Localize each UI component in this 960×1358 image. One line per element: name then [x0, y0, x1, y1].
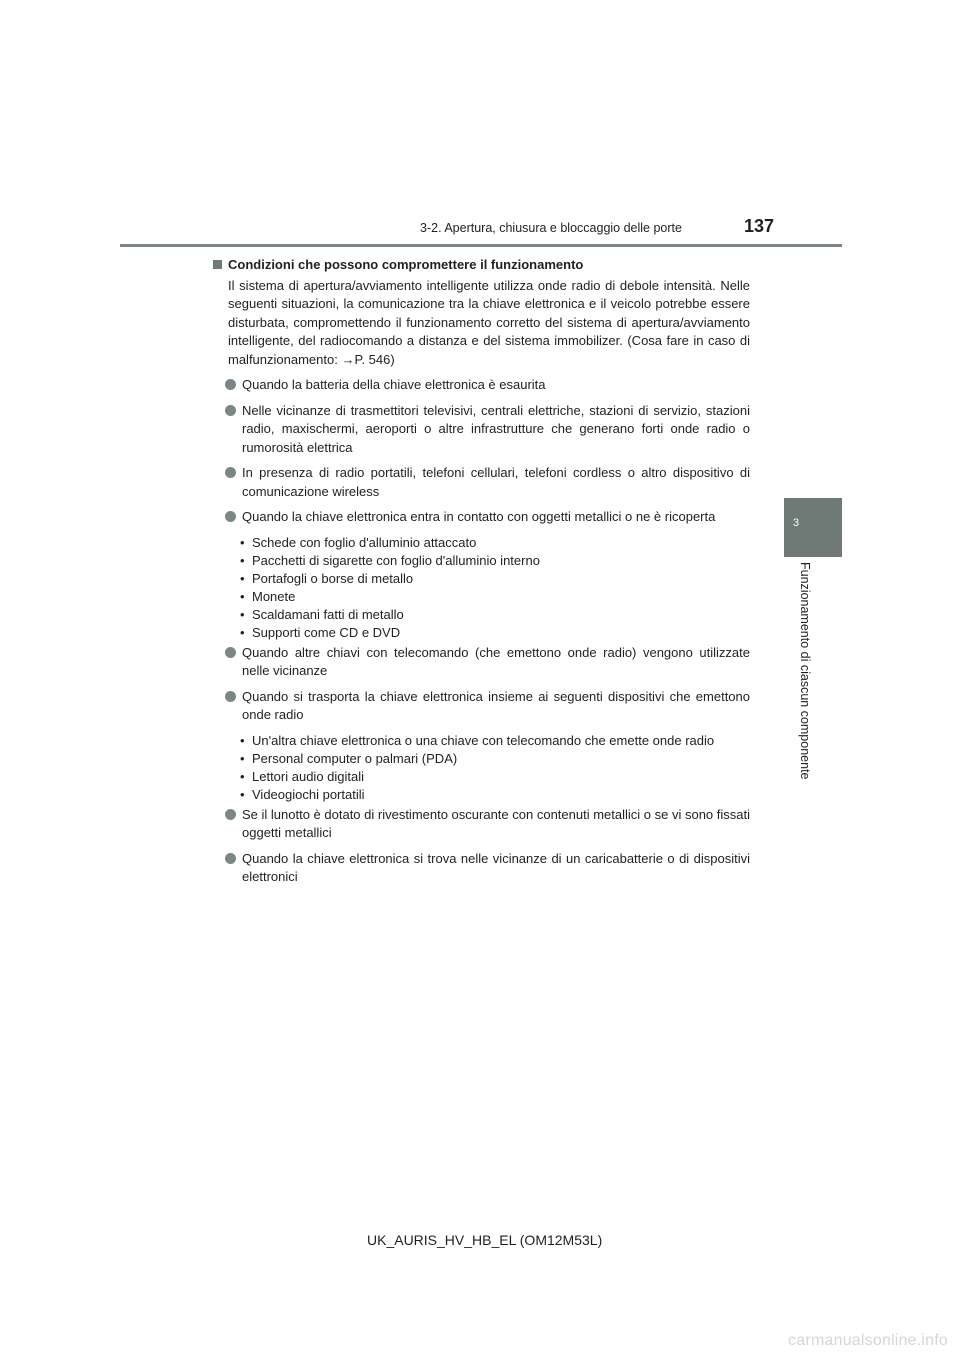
- list-item: [210, 376, 750, 395]
- sublist-item: • Supporti come CD e DVD: [240, 624, 401, 640]
- sublist-item: • Scaldamani fatti di metallo: [240, 606, 404, 622]
- square-bullet-icon: [213, 260, 222, 269]
- sublist-item: • Lettori audio digitali: [240, 768, 365, 784]
- watermark: carmanualsonline.info: [788, 1332, 948, 1349]
- list-item-text: Se il lunotto è dotato di rivestimento oscurante con contenuti metallici o se vi sono fissati oggetti metallici: [242, 806, 750, 840]
- list-item-text: Quando la batteria della chiave elettronica è esaurita: [242, 377, 546, 392]
- circle-bullet-icon: [225, 511, 236, 522]
- list-item-text: In presenza di radio portatili, telefoni cellulari, telefoni cordless o altro dispositivo di comunicazione wireless: [242, 465, 750, 499]
- list-item-text: Quando la chiave elettronica entra in contatto con oggetti metallici o ne è ricoperta: [242, 509, 716, 524]
- list-item: [210, 508, 750, 527]
- list-item: [210, 464, 750, 501]
- chapter-title: Funzionamento di ciascun componente: [798, 562, 812, 780]
- sublist-item: • Videogiochi portatili: [240, 786, 365, 802]
- header-divider: [120, 244, 842, 247]
- list-item-text: Quando la chiave elettronica si trova nelle vicinanze di un caricabatterie o di dispositivi elettronici: [242, 850, 750, 884]
- page-number: 137: [744, 216, 775, 236]
- circle-bullet-icon: [225, 379, 236, 390]
- circle-bullet-icon: [225, 853, 236, 864]
- radio-devices-list: [240, 732, 750, 804]
- sublist-item: • Personal computer o palmari (PDA): [240, 750, 458, 766]
- chapter-number: 3: [793, 517, 800, 529]
- metal-objects-list: [240, 534, 750, 642]
- header-section-title: 3-2. Apertura, chiusura e bloccaggio delle porte: [420, 221, 682, 235]
- list-item: [210, 402, 750, 458]
- intro-paragraph: Il sistema di apertura/avviamento intelligente utilizza onde radio di debole intensità. Nelle seguenti situazioni, la comunicazione tra la chiave elettronica e il veicolo potrebbe essere disturbata, compromettendo il funzionamento corretto del sistema di apertura/avviamento intelligente, del radiocomando a distanza e del sistema immobilizer. (Cosa fare in caso di malfunzionamento: →P. 546): [228, 277, 750, 367]
- page-content: [210, 256, 750, 887]
- list-item: [210, 806, 750, 843]
- list-item-text: Quando si trasporta la chiave elettronica insieme ai seguenti dispositivi che emettono onde radio: [242, 688, 750, 722]
- circle-bullet-icon: [225, 467, 236, 478]
- sublist-item: • Pacchetti di sigarette con foglio d'alluminio interno: [240, 552, 540, 568]
- sublist-item: • Schede con foglio d'alluminio attaccato: [240, 534, 477, 550]
- section-title: Condizioni che possono compromettere il funzionamento: [228, 257, 584, 272]
- sublist-item: • Portafogli o borse di metallo: [240, 570, 414, 586]
- list-item-text: Quando altre chiavi con telecomando (che emettono onde radio) vengono utilizzate nelle vicinanze: [242, 644, 750, 678]
- section-heading: [210, 256, 750, 275]
- circle-bullet-icon: [225, 647, 236, 658]
- list-item: [210, 850, 750, 887]
- sublist-item: • Monete: [240, 588, 296, 604]
- list-item: [210, 688, 750, 725]
- sublist-item: • Un'altra chiave elettronica o una chiave con telecomando che emette onde radio: [240, 732, 715, 748]
- list-item-text: Nelle vicinanze di trasmettitori televisivi, centrali elettriche, stazioni di servizio, stazioni radio, maxischermi, aeroporti o altre infrastrutture che generano forti onde radio o rumorosità elettrica: [242, 402, 750, 455]
- circle-bullet-icon: [225, 691, 236, 702]
- circle-bullet-icon: [225, 405, 236, 416]
- circle-bullet-icon: [225, 809, 236, 820]
- footer-model-code: UK_AURIS_HV_HB_EL (OM12M53L): [367, 1232, 603, 1248]
- list-item: [210, 644, 750, 681]
